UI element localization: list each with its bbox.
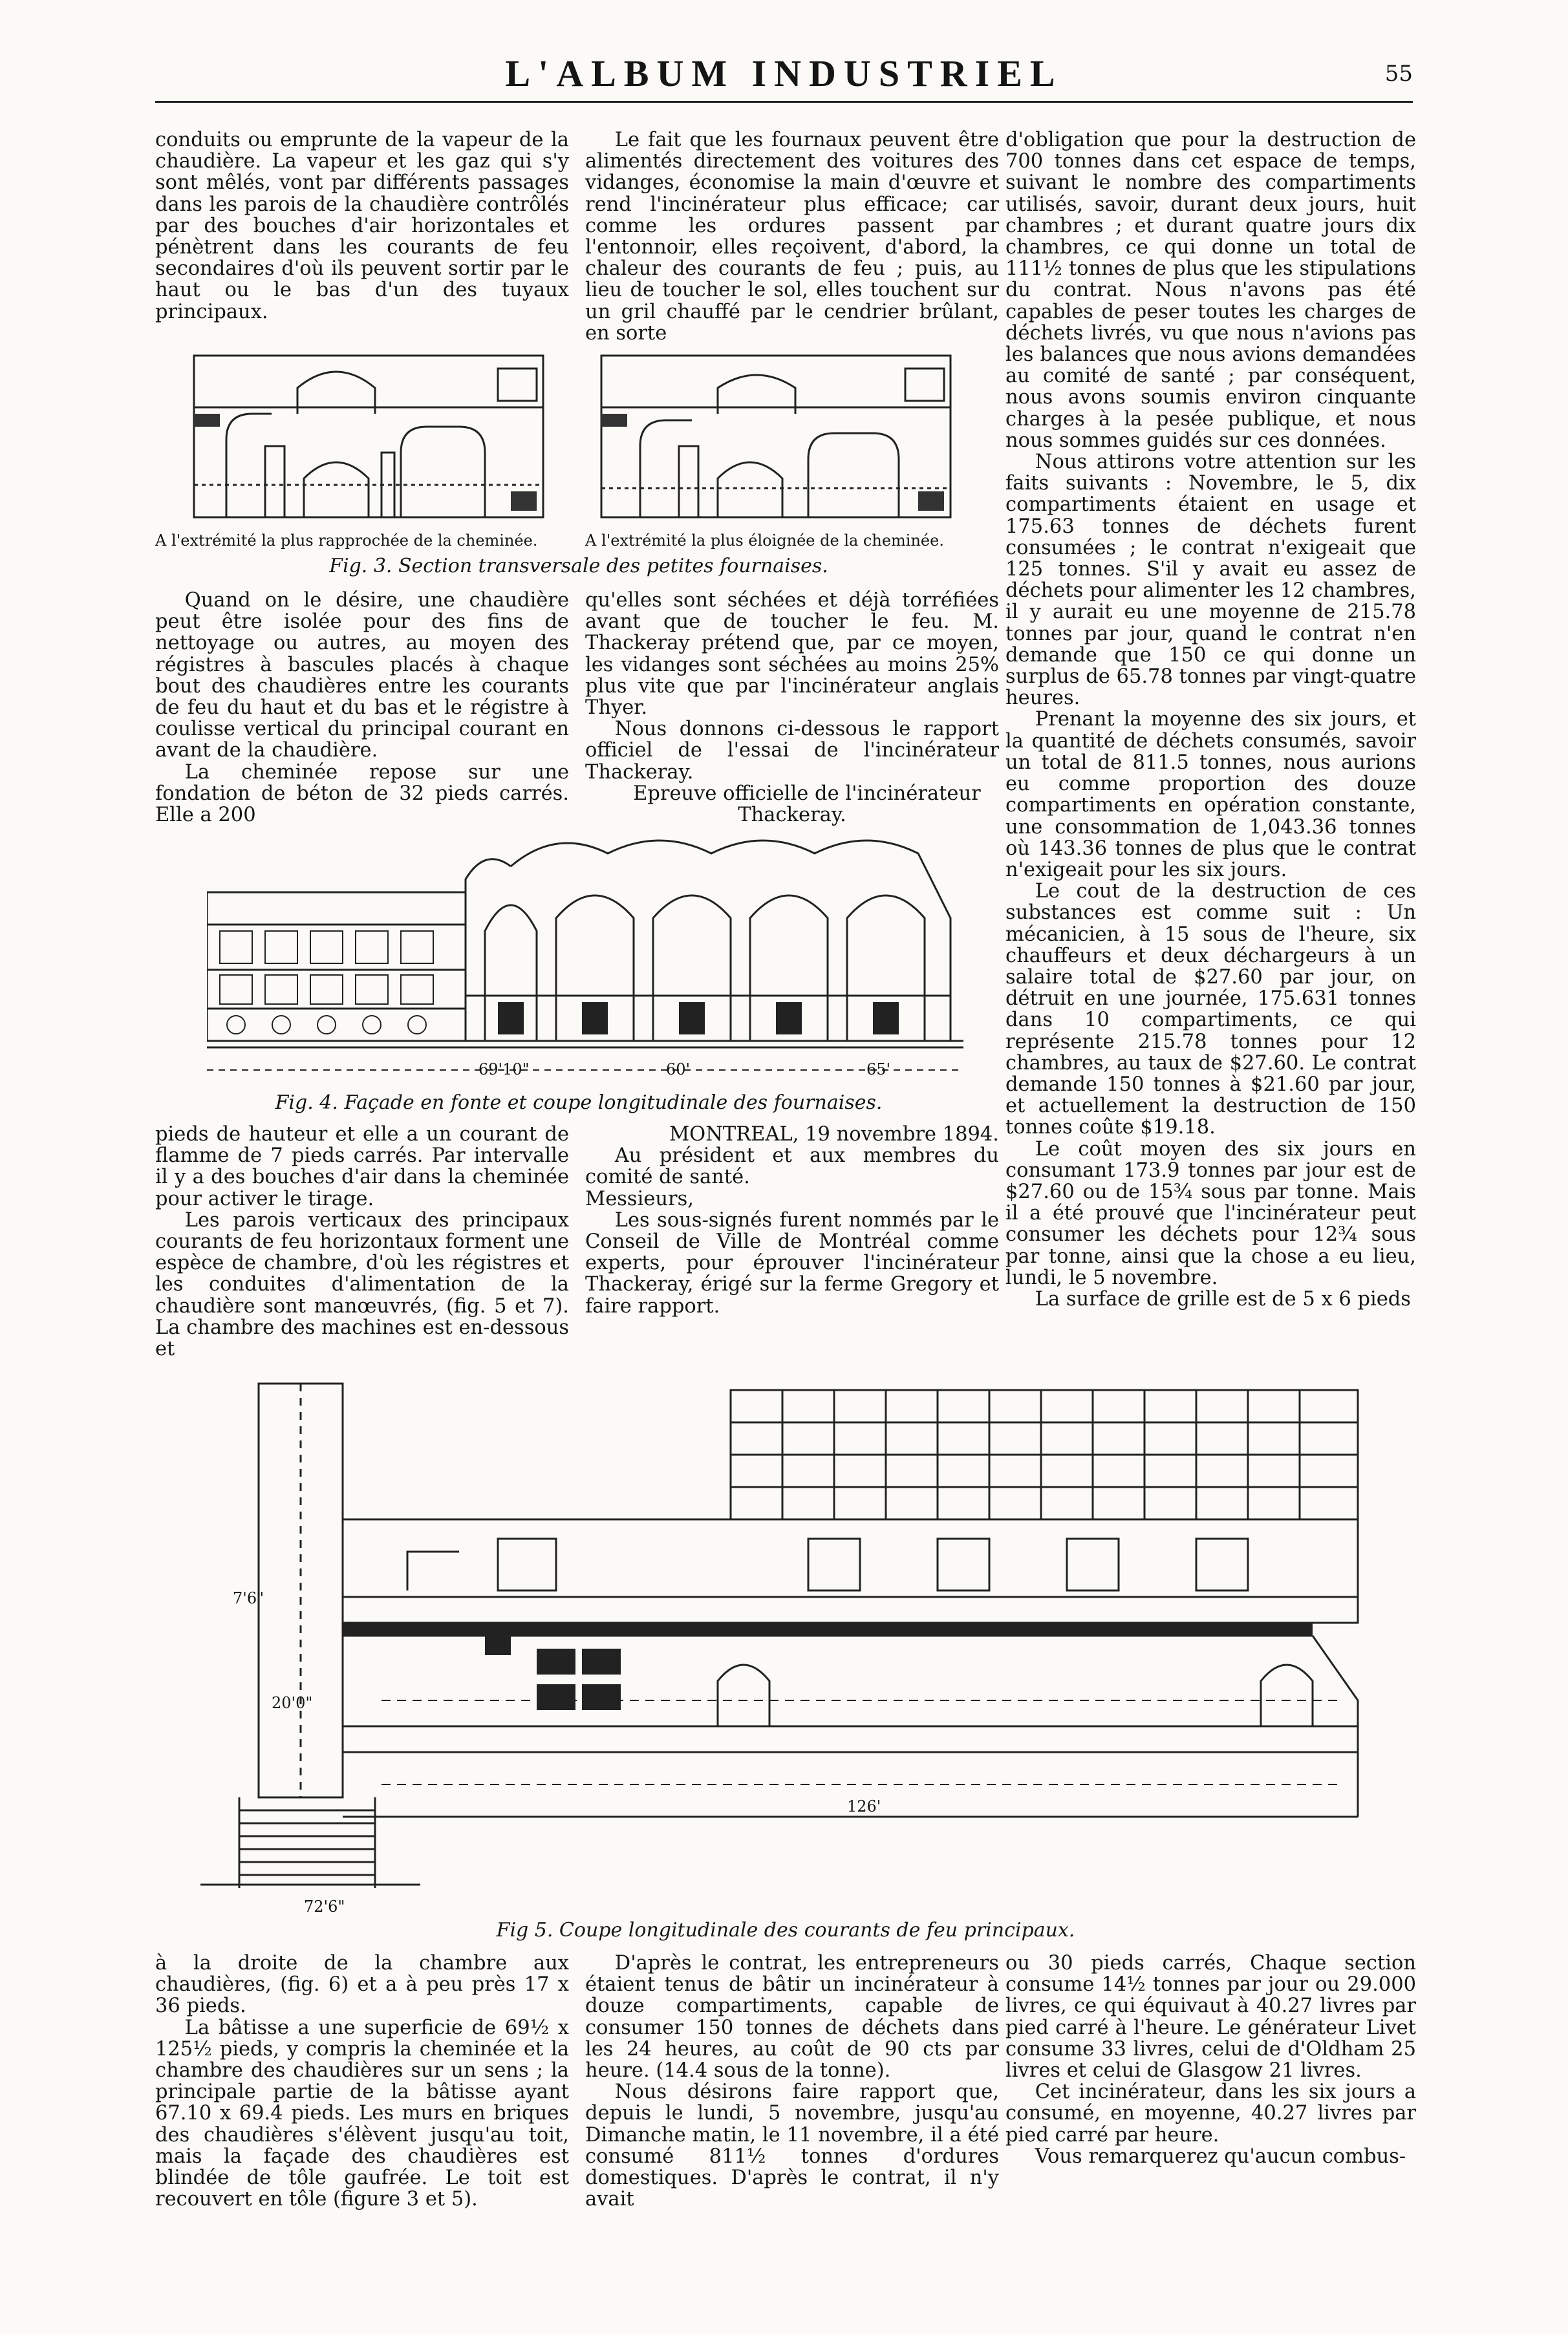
top-column-2 <box>585 129 999 344</box>
masthead-rule <box>155 101 1413 103</box>
fig4-dimension-2: 60' <box>666 1060 691 1078</box>
fig4-drawing <box>207 828 963 1093</box>
fig4-caption: Fig. 4. Façade en fonte et coupe longitudinale des fournaises. <box>275 1091 883 1114</box>
paragraph: ou 30 pieds carrés, Chaque section consume 14½ tonnes par jour ou 29.000 livres, ce qui équivaut à 40.27 livres par pied carré à l'heure. Le générateur Livet consume 33 livres, celui de d'Oldham 25 livres et celui de Glasgow 21 livres. <box>1005 1952 1416 2082</box>
fig3-right-label: A l'extrémité la plus éloignée de la cheminée. <box>585 531 944 550</box>
lower-column-1 <box>155 1124 569 1360</box>
paragraph: Le fait que les fournaux peuvent être alimentés directement des voitures des vidanges, économise la main d'œuvre et rend l'incinérateur plus efficace; car comme les ordures passent par l'entonnoir, elles reçoivent, d'abord, la chaleur des courants de feu ; puis, au lieu de toucher le sol, elles touchent sur un gril chauffé par le cendrier brûlant, en sorte <box>585 129 999 345</box>
paragraph: Le coût moyen des six jours en consumant 173.9 tonnes par jour est de $27.60 ou de 15¾ sous par tonne. Mais il a été prouvé que l'incinérateur peut consumer les déchets pour 12¾ sous par tonne, ainsi que la chose a eu lieu, lundi, le 5 novembre. <box>1005 1137 1416 1289</box>
dateline: MONTREAL, 19 novembre 1894. <box>669 1123 999 1146</box>
masthead <box>155 47 1413 105</box>
paragraph: La bâtisse a une superficie de 69½ x 125½ pieds, y compris la cheminée et la chambre des chaudières sur un sens ; la principale partie de la bâtisse ayant 67.10 x 69.4 pieds. Les murs en briques des chaudières s'élèvent jusqu'au toit, mais la façade des chaudières est blindée de tôle gaufrée. Le toit est recouvert en tôle (figure 3 et 5). <box>155 2016 569 2211</box>
paragraph: Au président et aux membres du comité de santé. <box>585 1144 999 1189</box>
fig3-right-drawing <box>595 349 957 524</box>
bottom-column-3 <box>1005 1953 1416 2167</box>
report-heading: Epreuve officielle de l'incinérateur Thackeray. <box>633 782 981 827</box>
paragraph: Les sous-signés furent nommés par le Conseil de Ville de Montréal comme experts, pour éprouver l'incinérateur Thackeray, érigé sur la ferme Gregory et faire rapport. <box>585 1208 999 1318</box>
fig4-dimension-1: 69'10" <box>478 1060 530 1078</box>
paragraph: Nous donnons ci-dessous le rapport officiel de l'essai de l'incinérateur Thackeray. <box>585 718 999 784</box>
paragraph: à la droite de la chambre aux chaudières, (fig. 6) et a à peu près 17 x 36 pieds. <box>155 1952 569 2018</box>
paragraph: La surface de grille est de 5 x 6 pieds <box>1035 1287 1411 1311</box>
paragraph: qu'elles sont séchées et déjà torréfiées avant que de toucher le feu. M. Thackeray prétend que, par ce moyen, les vidanges sont séchées au moins 25% plus vite que par l'incinérateur anglais Thyer. <box>585 589 999 720</box>
bottom-column-2 <box>585 1953 999 2210</box>
paragraph: Le cout de la destruction de ces substances est comme suit : Un mécanicien, à 15 sous de l'heure, six chauffeurs et deux déchargeurs à un salaire total de $27.60 par jour, on détruit en une journée, 175.631 tonnes dans 10 compartiments, ce qui représente 215.78 tonnes pour 12 chambres, au taux de $27.60. Le contrat demande 150 tonnes à $21.60 par jour, et actuellement la destruction de 150 tonnes coûte $19.18. <box>1005 880 1416 1139</box>
lower-column-2 <box>585 1124 999 1317</box>
fig5-drawing <box>162 1364 1403 1894</box>
fig3-left-label: A l'extrémité la plus rapprochée de la cheminée. <box>155 531 538 550</box>
paragraph: Prenant la moyenne des six jours, et la quantité de déchets consumés, savoir un total de 811.5 tonnes, nous aurions eu comme proportion des douze compartiments en opération constante, une consommation de 1,043.36 tonnes où 143.36 tonnes de plus que le contrat n'exigeait pour les six jours. <box>1005 708 1416 881</box>
middle-column-2 <box>585 590 999 826</box>
top-column-1 <box>155 129 569 323</box>
paragraph: Nous attirons votre attention sur les faits suivants : Novembre, le 5, dix compartiments étaient en usage et 175.63 tonnes de déchets furent consumées ; le contrat n'exigeait que 125 tonnes. S'il y avait eu assez de déchets pour alimenter les 12 chambres, il y aurait eu une moyenne de 215.78 tonnes par jour, quand le contrat n'en demande que 150 ce qui donne un surplus de 65.78 tonnes par vingt-quatre heures. <box>1005 451 1416 710</box>
paragraph: Les parois verticaux des principaux courants de feu horizontaux forment une espèce de chambre, d'où les régistres et les conduites d'alimentation de la chaudière sont manœuvrés, (fig. 5 et 7). La chambre des machines est en-dessous et <box>155 1208 569 1361</box>
paragraph: d'obligation que pour la destruction de 700 tonnes dans cet espace de temps, suivant le nombre des compartiments utilisés, savoir, durant deux jours, huit chambres ; et durant quatre jours dix chambres, ce qui donne un total de 111½ tonnes de plus que les stipulations du contrat. Nous n'avons pas été capables de peser toutes les charges de déchets livrés, vu que nous n'avions pas les balances que nous avions demandées au comité de santé ; par conséquent, nous avons soumis environ cinquante charges à la pesée publique, et nous nous sommes guidés sur ces données. <box>1005 129 1416 452</box>
fig5-dimension-left-2: 20'0" <box>272 1694 313 1712</box>
page-number: 55 <box>1384 61 1413 87</box>
journal-title: L'ALBUM INDUSTRIEL <box>505 52 1063 94</box>
paragraph: La cheminée repose sur une fondation de béton de 32 pieds carrés. Elle a 200 <box>155 760 569 827</box>
fig4-dimension-3: 65' <box>866 1060 891 1078</box>
fig5-dimension-left-1: 7'6" <box>233 1589 264 1607</box>
paragraph: D'après le contrat, les entrepreneurs étaient tenus de bâtir un incinérateur à douze compartiments, capable de consumer 150 tonnes de déchets dans les 24 heures, au coût de 90 cts par heure. (14.4 sous de la tonne). <box>585 1952 999 2082</box>
paragraph: pieds de hauteur et elle a un courant de flamme de 7 pieds carrés. Par intervalle il y a des bouches d'air dans la cheminée pour activer le tirage. <box>155 1123 569 1210</box>
paragraph: Nous désirons faire rapport que, depuis le lundi, 5 novembre, jusqu'au Dimanche matin, le 11 novembre, il a été consumé 811½ tonnes d'ordures domestiques. D'après le contrat, il n'y avait <box>585 2081 999 2211</box>
fig5-dimension-bottom: 72'6" <box>304 1898 345 1916</box>
paragraph: Vous remarquerez qu'aucun combus- <box>1035 2145 1406 2168</box>
fig5-caption: Fig 5. Coupe longitudinale des courants de feu principaux. <box>496 1919 1075 1942</box>
top-column-3 <box>1005 129 1416 1310</box>
middle-column-1 <box>155 590 569 826</box>
paragraph: Cet incinérateur, dans les six jours a consumé, en moyenne, 40.27 livres par pied carré par heure. <box>1005 2081 1416 2147</box>
paragraph: conduits ou emprunte de la vapeur de la chaudière. La vapeur et les gaz qui s'y sont mêlés, vont par différents passages dans les parois de la chaudière contrôlés par des bouches d'air horizontales et pénètrent dans les courants de feu secondaires d'où ils peuvent sortir par le haut ou le bas d'un des tuyaux principaux. <box>155 129 569 323</box>
fig3-left-drawing <box>188 349 550 524</box>
fig3-caption: Fig. 3. Section transversale des petites fournaises. <box>329 555 828 577</box>
bottom-column-1 <box>155 1953 569 2210</box>
fig5-dimension-mid: 126' <box>847 1797 881 1815</box>
salutation: Messieurs, <box>585 1187 694 1210</box>
paragraph: Quand on le désire, une chaudière peut être isolée pour des fins de nettoyage ou autres, au moyen des régistres à bascules placés à chaque bout des chaudières entre les courants de feu du haut et du bas et le régistre à coulisse vertical du principal courant en avant de la chaudière. <box>155 589 569 762</box>
